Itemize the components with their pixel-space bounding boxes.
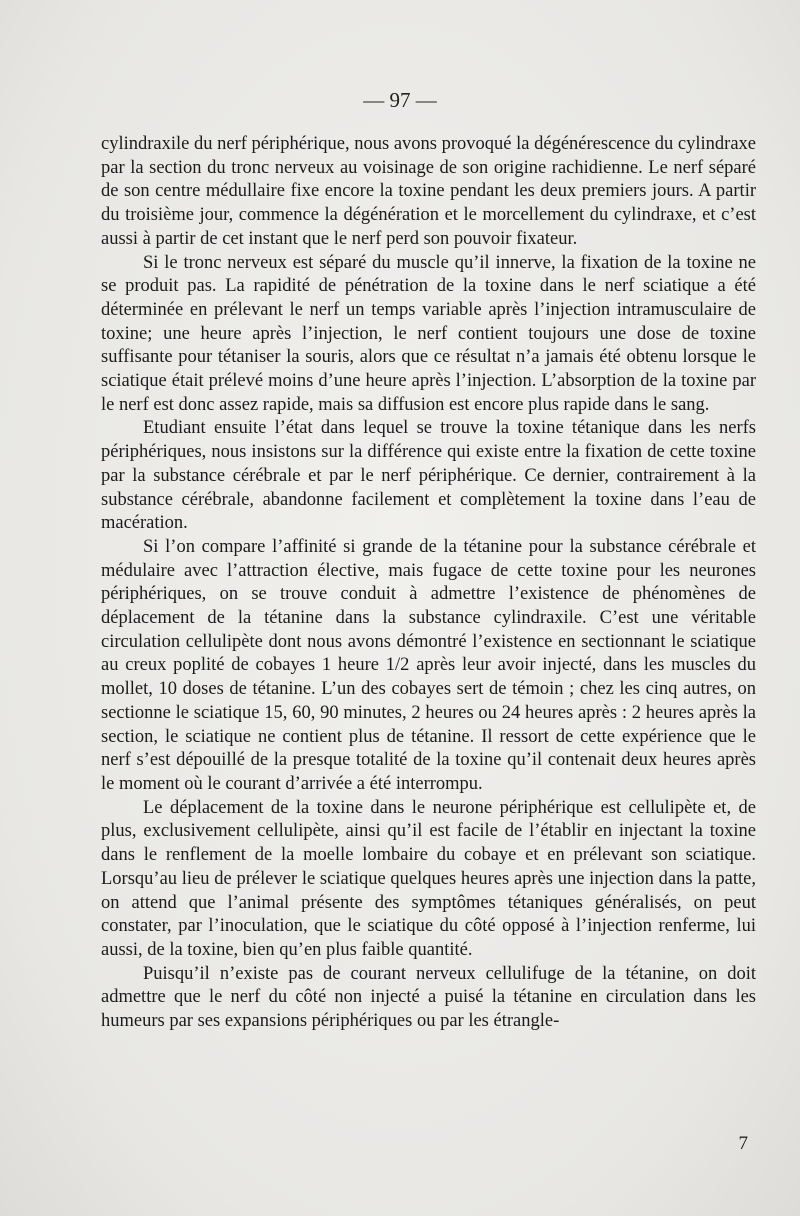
paragraph-3: Etudiant ensuite l’état dans lequel se trouve la toxine tétanique dans les nerfs périphériques, nous insistons sur la différence qui existe entre la fixation de cette toxine par la substance cérébrale et par le nerf périphérique. Ce dernier, contrairement à la substance cérébrale, abandonne facilement et complètement la toxine dans l’eau de macération. xyxy=(101,418,756,534)
paragraph-6: Puisqu’il n’existe pas de courant nerveux cellulifuge de la tétanine, on doit admettre que le nerf du côté non injecté a puisé la tétanine en circulation dans les humeurs par ses expansions périphériques ou par les étrangle- xyxy=(101,963,756,1032)
page-number: — 97 — xyxy=(363,88,437,112)
body-text xyxy=(101,133,756,1034)
paragraph-5: Le déplacement de la toxine dans le neurone périphérique est cellulipète et, de plus, exclusivement cellulipète, ainsi qu’il est facile de l’établir en injectant la toxine dans le renflement de la moelle lombaire du cobaye et en prélevant son sciatique. Lorsqu’au lieu de prélever le sciatique quelques heures après une injection dans la patte, on attend que l’animal présente des symptômes tétaniques généralisés, on peut constater, par l’inoculation, que le sciatique du côté opposé à l’injection renferme, lui aussi, de la toxine, bien qu’en plus faible quantité. xyxy=(101,797,756,960)
signature-mark: 7 xyxy=(738,1133,748,1154)
paragraph-2: Si le tronc nerveux est séparé du muscle qu’il innerve, la fixation de la toxine ne se produit pas. La rapidité de pénétration de la toxine dans le nerf sciatique a été déterminée en prélevant le nerf un temps variable après l’injection intramusculaire de toxine; une heure après l’injection, le nerf contient toujours une dose de toxine suffisante pour tétaniser la souris, alors que ce résultat n’a jamais été obtenu lorsque le sciatique était prélevé moins d’une heure après l’injection. L’absorption de la toxine par le nerf est donc assez rapide, mais sa diffusion est encore plus rapide dans le sang. xyxy=(101,252,756,415)
paragraph-4: Si l’on compare l’affinité si grande de la tétanine pour la substance cérébrale et médulaire avec l’attraction élective, mais fugace de cette toxine pour les neurones périphériques, on se trouve conduit à admettre l’existence de phénomènes de déplacement de la tétanine dans la substance cylindraxile. C’est une véritable circulation cellulipète dont nous avons démontré l’existence en sectionnant le sciatique au creux poplité de cobayes 1 heure 1/2 après leur avoir injecté, dans les muscles du mollet, 10 doses de tétanine. L’un des cobayes sert de témoin ; chez les cinq autres, on sectionne le sciatique 15, 60, 90 minutes, 2 heures ou 24 heures après : 2 heures après la section, le sciatique ne contient plus de tétanine. Il ressort de cette expérience que le nerf s’est dépouillé de la presque totalité de la toxine qu’il contenait deux heures après le moment où le courant d’arrivée a été interrompu. xyxy=(101,536,756,794)
paragraph-1: cylindraxile du nerf périphérique, nous avons provoqué la dégénérescence du cylindraxe par la section du tronc nerveux au voisinage de son origine rachidienne. Le nerf séparé de son centre médullaire fixe encore la toxine pendant les deux premiers jours. A partir du troisième jour, commence la dégénération et le morcellement du cylindraxe, et c’est aussi à partir de cet instant que le nerf perd son pouvoir fixateur. xyxy=(101,134,756,249)
